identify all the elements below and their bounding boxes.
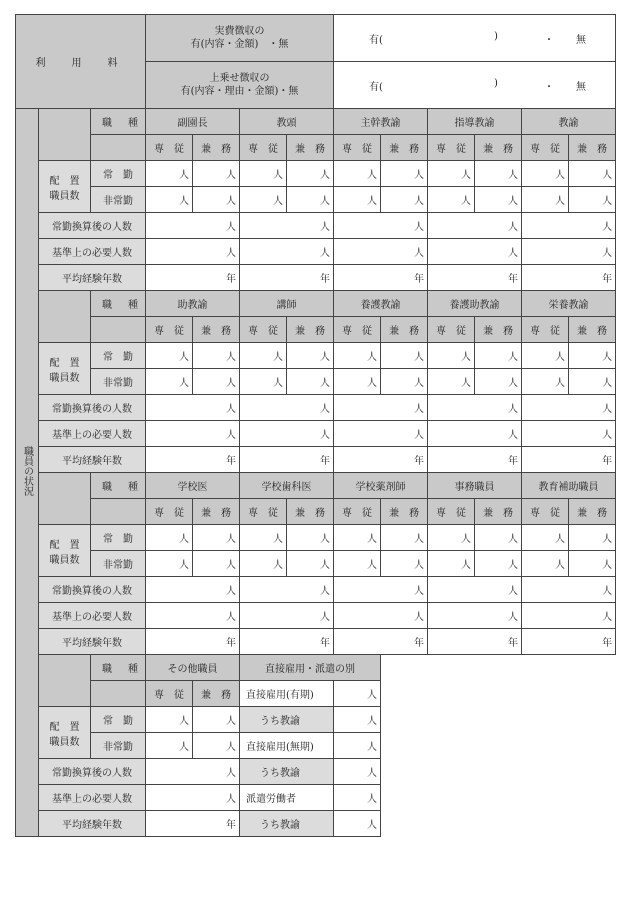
dedicated-header: 専 従 — [522, 317, 569, 343]
employment-row-value[interactable]: 人 — [334, 811, 381, 837]
parttime-label: 非常勤 — [91, 369, 146, 395]
fulltime-concurrent-cell[interactable]: 人 — [287, 525, 334, 551]
actual-cost-none: 無 — [576, 35, 587, 46]
fulltime-dedicated-cell[interactable]: 人 — [240, 525, 287, 551]
job-header-blank — [39, 109, 91, 161]
employment-row-value[interactable]: 人 — [334, 759, 381, 785]
required-cell[interactable]: 人 — [428, 421, 522, 447]
fulltime-dedicated-cell[interactable]: 人 — [146, 343, 193, 369]
dedicated-header: 専 従 — [146, 135, 193, 161]
fulltime-concurrent-cell[interactable]: 人 — [381, 525, 428, 551]
years-cell[interactable]: 年 — [522, 447, 616, 473]
surcharge-label-line2: 有(内容・理由・金額)・無 — [180, 86, 299, 97]
parttime-dedicated-cell[interactable]: 人 — [240, 369, 287, 395]
years-cell[interactable]: 年 — [146, 265, 240, 291]
dedicated-header: 専 従 — [428, 317, 475, 343]
dedicated-header: 専 従 — [334, 499, 381, 525]
job-name: 学校医 — [146, 473, 240, 499]
converted-cell[interactable]: 人 — [240, 213, 334, 239]
concurrent-header: 兼 務 — [287, 135, 334, 161]
years-cell[interactable]: 年 — [240, 265, 334, 291]
parttime-concurrent-cell[interactable]: 人 — [381, 187, 428, 213]
placement-label-line1: 配 置 — [49, 539, 80, 551]
concurrent-header: 兼 務 — [475, 135, 522, 161]
actual-cost-close: ) — [494, 31, 498, 42]
converted-label: 常勤換算後の人数 — [39, 213, 146, 239]
dedicated-header: 専 従 — [428, 499, 475, 525]
parttime-concurrent-cell[interactable]: 人 — [193, 369, 240, 395]
parttime-dedicated-cell[interactable]: 人 — [146, 551, 193, 577]
job-sub-blank — [91, 317, 146, 343]
years-cell[interactable]: 年 — [146, 447, 240, 473]
dedicated-header: 専 従 — [334, 135, 381, 161]
parttime-concurrent-cell[interactable]: 人 — [475, 551, 522, 577]
years-cell[interactable]: 年 — [522, 265, 616, 291]
job-label: 職 種 — [91, 291, 146, 317]
parttime-concurrent-cell[interactable]: 人 — [193, 733, 240, 759]
actual-cost-open: 有( — [369, 35, 383, 46]
dedicated-header: 専 従 — [334, 317, 381, 343]
years-cell[interactable]: 年 — [334, 265, 428, 291]
fulltime-concurrent-cell[interactable]: 人 — [569, 343, 616, 369]
concurrent-header: 兼 務 — [475, 499, 522, 525]
parttime-concurrent-cell[interactable]: 人 — [287, 369, 334, 395]
fulltime-dedicated-cell[interactable]: 人 — [240, 343, 287, 369]
blank-area — [381, 655, 616, 837]
parttime-label: 非常勤 — [91, 187, 146, 213]
fulltime-dedicated-cell[interactable]: 人 — [428, 343, 475, 369]
job-sub-blank — [91, 135, 146, 161]
employment-row-label: 直接雇用(無期) — [240, 733, 334, 759]
converted-cell[interactable]: 人 — [428, 213, 522, 239]
years-label: 平均経験年数 — [39, 629, 146, 655]
fulltime-label: 常 勤 — [91, 343, 146, 369]
parttime-dedicated-cell[interactable]: 人 — [522, 369, 569, 395]
placement-label-line2: 職員数 — [49, 372, 80, 384]
fulltime-dedicated-cell[interactable]: 人 — [146, 525, 193, 551]
converted-cell[interactable]: 人 — [334, 395, 428, 421]
fulltime-dedicated-cell[interactable]: 人 — [428, 161, 475, 187]
placement-label-line1: 配 置 — [49, 721, 80, 733]
placement-label — [39, 343, 91, 395]
fulltime-concurrent-cell[interactable]: 人 — [193, 161, 240, 187]
actual-cost-dot: ・ — [544, 35, 555, 46]
required-label: 基準上の必要人数 — [39, 239, 146, 265]
job-label: 職 種 — [91, 655, 146, 681]
job-header-blank — [39, 473, 91, 525]
parttime-concurrent-cell[interactable]: 人 — [193, 551, 240, 577]
parttime-dedicated-cell[interactable]: 人 — [146, 369, 193, 395]
job-name: 学校歯科医 — [240, 473, 334, 499]
job-name: 学校薬剤師 — [334, 473, 428, 499]
parttime-concurrent-cell[interactable]: 人 — [193, 187, 240, 213]
converted-cell[interactable]: 人 — [146, 395, 240, 421]
parttime-dedicated-cell[interactable]: 人 — [428, 551, 475, 577]
dedicated-header: 専 従 — [146, 681, 193, 707]
required-cell[interactable]: 人 — [146, 785, 240, 811]
concurrent-header: 兼 務 — [287, 317, 334, 343]
years-cell[interactable]: 年 — [428, 447, 522, 473]
fulltime-label: 常 勤 — [91, 707, 146, 733]
fulltime-dedicated-cell[interactable]: 人 — [428, 525, 475, 551]
fulltime-concurrent-cell[interactable]: 人 — [193, 707, 240, 733]
converted-cell[interactable]: 人 — [146, 213, 240, 239]
fulltime-concurrent-cell[interactable]: 人 — [287, 343, 334, 369]
fulltime-concurrent-cell[interactable]: 人 — [475, 161, 522, 187]
dedicated-header: 専 従 — [240, 317, 287, 343]
concurrent-header: 兼 務 — [193, 317, 240, 343]
job-header-blank — [39, 291, 91, 343]
years-label: 平均経験年数 — [39, 811, 146, 837]
concurrent-header: 兼 務 — [475, 317, 522, 343]
fulltime-dedicated-cell[interactable]: 人 — [240, 161, 287, 187]
years-cell[interactable]: 年 — [146, 811, 240, 837]
surcharge-close: ) — [494, 78, 498, 89]
converted-cell[interactable]: 人 — [334, 213, 428, 239]
converted-cell[interactable]: 人 — [240, 577, 334, 603]
employment-row-value[interactable]: 人 — [334, 707, 381, 733]
placement-label-line2: 職員数 — [49, 190, 80, 202]
required-label: 基準上の必要人数 — [39, 421, 146, 447]
placement-label — [39, 161, 91, 213]
parttime-concurrent-cell[interactable]: 人 — [569, 369, 616, 395]
fulltime-dedicated-cell[interactable]: 人 — [334, 525, 381, 551]
converted-cell[interactable]: 人 — [334, 577, 428, 603]
employment-row-value[interactable]: 人 — [334, 681, 381, 707]
required-cell[interactable]: 人 — [522, 421, 616, 447]
actual-cost-label — [146, 15, 334, 62]
dedicated-header: 専 従 — [240, 499, 287, 525]
job-name: 副園長 — [146, 109, 240, 135]
converted-cell[interactable]: 人 — [522, 213, 616, 239]
employment-row-label: うち教諭 — [240, 707, 334, 733]
parttime-dedicated-cell[interactable]: 人 — [334, 187, 381, 213]
parttime-concurrent-cell[interactable]: 人 — [287, 187, 334, 213]
fulltime-concurrent-cell[interactable]: 人 — [193, 343, 240, 369]
staff-section-label — [16, 109, 39, 837]
concurrent-header: 兼 務 — [193, 499, 240, 525]
fulltime-concurrent-cell[interactable]: 人 — [193, 525, 240, 551]
converted-cell[interactable]: 人 — [240, 395, 334, 421]
converted-cell[interactable]: 人 — [428, 395, 522, 421]
fulltime-dedicated-cell[interactable]: 人 — [522, 343, 569, 369]
fulltime-concurrent-cell[interactable]: 人 — [381, 343, 428, 369]
years-cell[interactable]: 年 — [240, 447, 334, 473]
actual-cost-value[interactable] — [334, 15, 616, 62]
converted-cell[interactable]: 人 — [522, 395, 616, 421]
staff-status-form — [15, 14, 615, 837]
concurrent-header: 兼 務 — [381, 135, 428, 161]
parttime-concurrent-cell[interactable]: 人 — [475, 187, 522, 213]
job-name: その他職員 — [146, 655, 240, 681]
converted-label: 常勤換算後の人数 — [39, 577, 146, 603]
job-sub-blank — [91, 681, 146, 707]
required-cell[interactable]: 人 — [428, 239, 522, 265]
job-label: 職 種 — [91, 473, 146, 499]
parttime-dedicated-cell[interactable]: 人 — [428, 369, 475, 395]
concurrent-header: 兼 務 — [193, 681, 240, 707]
dedicated-header: 専 従 — [240, 135, 287, 161]
required-cell[interactable]: 人 — [240, 421, 334, 447]
placement-label-line1: 配 置 — [49, 357, 80, 369]
converted-cell[interactable]: 人 — [146, 759, 240, 785]
placement-label-line2: 職員数 — [49, 736, 80, 748]
converted-cell[interactable]: 人 — [522, 577, 616, 603]
years-cell[interactable]: 年 — [146, 629, 240, 655]
dedicated-header: 専 従 — [146, 317, 193, 343]
job-header-blank — [39, 655, 91, 707]
surcharge-none: 無 — [576, 82, 587, 93]
actual-cost-label-line1: 実費徴収の — [214, 26, 265, 37]
parttime-concurrent-cell[interactable]: 人 — [381, 551, 428, 577]
concurrent-header: 兼 務 — [287, 499, 334, 525]
parttime-dedicated-cell[interactable]: 人 — [522, 187, 569, 213]
staff-section-label-text: 職員の状況 — [21, 446, 33, 496]
employment-row-label: うち教諭 — [240, 811, 334, 837]
job-name: 主幹教諭 — [334, 109, 428, 135]
placement-label — [39, 707, 91, 759]
required-cell[interactable]: 人 — [146, 239, 240, 265]
surcharge-label-line1: 上乗せ徴収の — [209, 73, 270, 84]
dedicated-header: 専 従 — [428, 135, 475, 161]
parttime-dedicated-cell[interactable]: 人 — [240, 187, 287, 213]
job-sub-blank — [91, 499, 146, 525]
years-cell[interactable]: 年 — [334, 447, 428, 473]
employment-row-value[interactable]: 人 — [334, 785, 381, 811]
job-name: 教諭 — [522, 109, 616, 135]
surcharge-value[interactable] — [334, 62, 616, 109]
fulltime-concurrent-cell[interactable]: 人 — [569, 161, 616, 187]
employment-header: 直接雇用・派遣の別 — [240, 655, 381, 681]
fulltime-dedicated-cell[interactable]: 人 — [146, 707, 193, 733]
years-label: 平均経験年数 — [39, 265, 146, 291]
employment-row-label: うち教諭 — [240, 759, 334, 785]
parttime-concurrent-cell[interactable]: 人 — [569, 551, 616, 577]
converted-label: 常勤換算後の人数 — [39, 395, 146, 421]
required-cell[interactable]: 人 — [428, 603, 522, 629]
fulltime-dedicated-cell[interactable]: 人 — [334, 343, 381, 369]
fulltime-label: 常 勤 — [91, 525, 146, 551]
job-name: 事務職員 — [428, 473, 522, 499]
years-cell[interactable]: 年 — [428, 629, 522, 655]
parttime-dedicated-cell[interactable]: 人 — [240, 551, 287, 577]
years-cell[interactable]: 年 — [334, 629, 428, 655]
parttime-concurrent-cell[interactable]: 人 — [475, 369, 522, 395]
job-name: 指導教諭 — [428, 109, 522, 135]
parttime-label: 非常勤 — [91, 733, 146, 759]
parttime-dedicated-cell[interactable]: 人 — [522, 551, 569, 577]
employment-row-value[interactable]: 人 — [334, 733, 381, 759]
job-name: 助教諭 — [146, 291, 240, 317]
required-cell[interactable]: 人 — [240, 603, 334, 629]
years-cell[interactable]: 年 — [240, 629, 334, 655]
fulltime-dedicated-cell[interactable]: 人 — [334, 161, 381, 187]
years-cell[interactable]: 年 — [522, 629, 616, 655]
surcharge-dot: ・ — [544, 82, 555, 93]
fulltime-dedicated-cell[interactable]: 人 — [146, 161, 193, 187]
concurrent-header: 兼 務 — [193, 135, 240, 161]
required-cell[interactable]: 人 — [334, 239, 428, 265]
required-cell[interactable]: 人 — [146, 603, 240, 629]
fulltime-label: 常 勤 — [91, 161, 146, 187]
job-label: 職 種 — [91, 109, 146, 135]
parttime-dedicated-cell[interactable]: 人 — [146, 187, 193, 213]
required-label: 基準上の必要人数 — [39, 603, 146, 629]
parttime-concurrent-cell[interactable]: 人 — [287, 551, 334, 577]
required-cell[interactable]: 人 — [522, 603, 616, 629]
concurrent-header: 兼 務 — [569, 499, 616, 525]
fulltime-dedicated-cell[interactable]: 人 — [522, 161, 569, 187]
parttime-dedicated-cell[interactable]: 人 — [428, 187, 475, 213]
employment-row-label: 直接雇用(有期) — [240, 681, 334, 707]
converted-cell[interactable]: 人 — [428, 577, 522, 603]
fulltime-concurrent-cell[interactable]: 人 — [475, 525, 522, 551]
job-name: 教頭 — [240, 109, 334, 135]
employment-row-label: 派遣労働者 — [240, 785, 334, 811]
required-cell[interactable]: 人 — [334, 603, 428, 629]
parttime-concurrent-cell[interactable]: 人 — [569, 187, 616, 213]
surcharge-open: 有( — [369, 82, 383, 93]
job-name: 教育補助職員 — [522, 473, 616, 499]
placement-label-line2: 職員数 — [49, 554, 80, 566]
years-cell[interactable]: 年 — [428, 265, 522, 291]
parttime-dedicated-cell[interactable]: 人 — [146, 733, 193, 759]
surcharge-label — [146, 62, 334, 109]
concurrent-header: 兼 務 — [569, 135, 616, 161]
concurrent-header: 兼 務 — [569, 317, 616, 343]
concurrent-header: 兼 務 — [381, 499, 428, 525]
converted-cell[interactable]: 人 — [146, 577, 240, 603]
required-cell[interactable]: 人 — [522, 239, 616, 265]
years-label: 平均経験年数 — [39, 447, 146, 473]
job-name: 養護助教諭 — [428, 291, 522, 317]
dedicated-header: 専 従 — [522, 499, 569, 525]
parttime-dedicated-cell[interactable]: 人 — [334, 369, 381, 395]
dedicated-header: 専 従 — [146, 499, 193, 525]
parttime-dedicated-cell[interactable]: 人 — [334, 551, 381, 577]
job-name: 養護教諭 — [334, 291, 428, 317]
fulltime-concurrent-cell[interactable]: 人 — [287, 161, 334, 187]
concurrent-header: 兼 務 — [381, 317, 428, 343]
placement-label-line1: 配 置 — [49, 175, 80, 187]
placement-label — [39, 525, 91, 577]
required-cell[interactable]: 人 — [146, 421, 240, 447]
parttime-concurrent-cell[interactable]: 人 — [381, 369, 428, 395]
required-cell[interactable]: 人 — [240, 239, 334, 265]
fees-title: 利 用 料 — [16, 15, 146, 109]
required-cell[interactable]: 人 — [334, 421, 428, 447]
fulltime-concurrent-cell[interactable]: 人 — [475, 343, 522, 369]
job-name: 講師 — [240, 291, 334, 317]
job-name: 栄養教諭 — [522, 291, 616, 317]
form-table — [15, 14, 616, 837]
fulltime-dedicated-cell[interactable]: 人 — [522, 525, 569, 551]
actual-cost-label-line2: 有(内容・金額) ・無 — [190, 39, 289, 50]
dedicated-header: 専 従 — [522, 135, 569, 161]
required-label: 基準上の必要人数 — [39, 785, 146, 811]
fulltime-concurrent-cell[interactable]: 人 — [569, 525, 616, 551]
converted-label: 常勤換算後の人数 — [39, 759, 146, 785]
fulltime-concurrent-cell[interactable]: 人 — [381, 161, 428, 187]
parttime-label: 非常勤 — [91, 551, 146, 577]
